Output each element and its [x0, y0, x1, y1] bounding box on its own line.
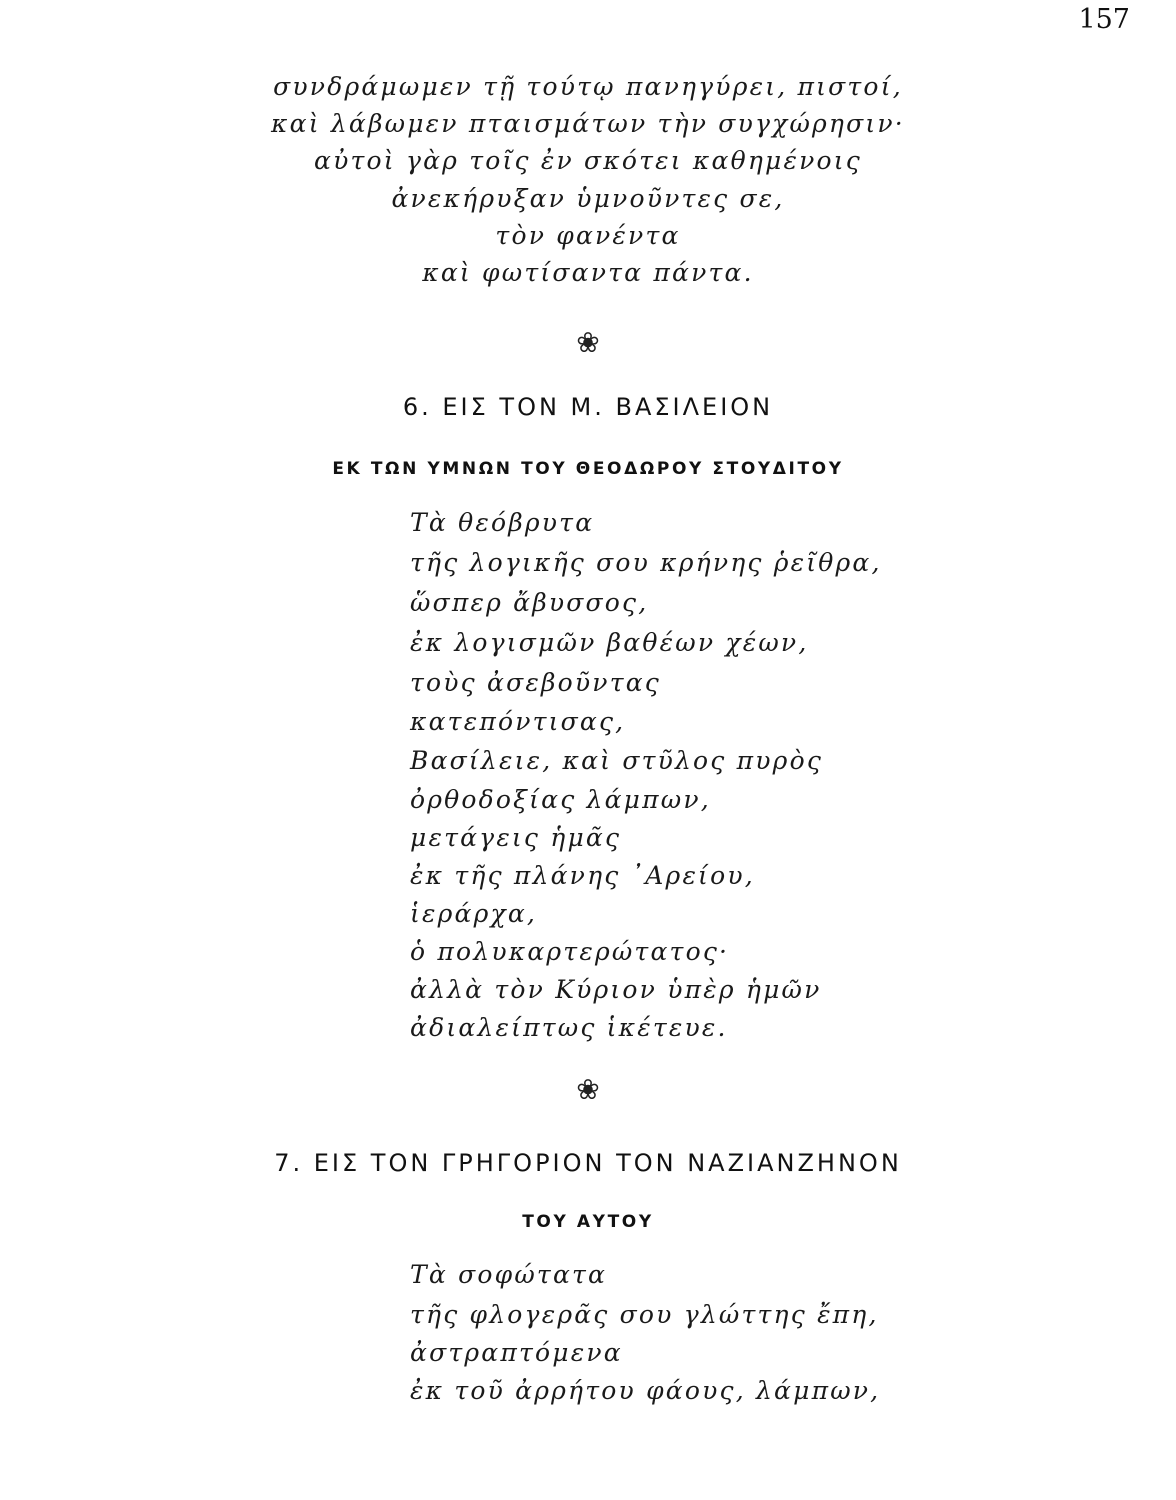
verse-line: ἐκ λογισμῶν βαθέων χέων, [410, 628, 809, 657]
verse-line: ἱεράρχα, [410, 899, 538, 928]
section-7-subtitle: ΤΟΥ ΑΥΤΟΥ [522, 1212, 654, 1232]
verse-line: Τὰ θεόβρυτα [410, 508, 595, 537]
section-6-title: 6. ΕΙΣ ΤΟΝ Μ. ΒΑΣΙΛΕΙΟΝ [402, 393, 774, 421]
verse-line: ἐκ τοῦ ἀρρήτου φάους, λάμπων, [410, 1376, 881, 1405]
section-6-subtitle: ΕΚ ΤΩΝ ΥΜΝΩΝ ΤΟΥ ΘΕΟΔΩΡΟΥ ΣΤΟΥΔΙΤΟΥ [332, 459, 844, 479]
verse-line: τοὺς ἀσεβοῦντας [410, 668, 662, 697]
verse-line: ἀλλὰ τὸν Κύριον ὑπὲρ ἡμῶν [410, 975, 822, 1004]
page-number: 157 [1078, 4, 1130, 35]
verse-line: ὁ πολυκαρτερώτατος· [410, 937, 730, 966]
verse-line: καὶ λάβωμεν πταισμάτων τὴν συγχώρησιν· [271, 109, 905, 138]
verse-line: ὀρθοδοξίας λάμπων, [410, 785, 711, 814]
verse-line: ἀνεκήρυξαν ὑμνοῦντες σε, [391, 184, 785, 213]
verse-line: ἀστραπτόμενα [410, 1338, 623, 1367]
verse-line: κατεπόντισας, [410, 707, 626, 736]
verse-line: τῆς λογικῆς σου κρήνης ῥεῖθρα, [410, 548, 882, 577]
verse-line: ἀδιαλείπτως ἱκέτευε. [410, 1013, 728, 1042]
section-7-title: 7. ΕΙΣ ΤΟΝ ΓΡΗΓΟΡΙΟΝ ΤΟΝ ΝΑΖΙΑΝΖΗΝΟΝ [274, 1149, 902, 1177]
verse-line: ἐκ τῆς πλάνης ᾿Αρείου, [410, 861, 755, 890]
flower-ornament-icon: ❀ [576, 326, 600, 359]
flower-ornament-icon: ❀ [576, 1073, 600, 1106]
verse-line: συνδράμωμεν τῇ τούτῳ πανηγύρει, πιστοί, [273, 72, 903, 101]
verse-line: ὥσπερ ἄβυσσος, [410, 588, 649, 617]
verse-line: τὸν φανέντα [495, 221, 681, 250]
verse-line: μετάγεις ἡμᾶς [410, 823, 622, 852]
verse-line: τῆς φλογερᾶς σου γλώττης ἔπη, [410, 1300, 879, 1329]
verse-line: καὶ φωτίσαντα πάντα. [422, 258, 754, 287]
verse-line: Βασίλειε, καὶ στῦλος πυρὸς [410, 746, 824, 775]
verse-line: αὐτοὶ γὰρ τοῖς ἐν σκότει καθημένοις [314, 146, 862, 175]
verse-line: Τὰ σοφώτατα [410, 1260, 608, 1289]
